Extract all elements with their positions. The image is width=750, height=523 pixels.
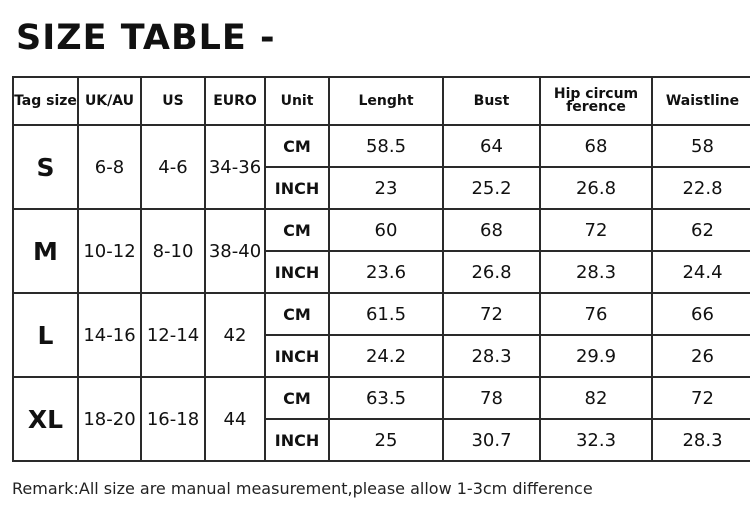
waist-cell: 26 <box>652 335 750 377</box>
waist-cell: 58 <box>652 125 750 167</box>
bust-cell: 28.3 <box>443 335 540 377</box>
header-hip <box>540 77 652 125</box>
euro-cell: 44 <box>205 377 265 461</box>
waist-cell: 24.4 <box>652 251 750 293</box>
length-cell: 63.5 <box>329 377 443 419</box>
bust-cell: 72 <box>443 293 540 335</box>
us-cell: 4-6 <box>141 125 205 209</box>
hip-cell: 28.3 <box>540 251 652 293</box>
tag-size-cell: S <box>13 125 78 209</box>
length-cell: 23.6 <box>329 251 443 293</box>
header-unit: Unit <box>265 77 329 125</box>
table-row <box>13 209 750 251</box>
euro-cell: 42 <box>205 293 265 377</box>
bust-cell: 64 <box>443 125 540 167</box>
bust-cell: 26.8 <box>443 251 540 293</box>
header-row <box>13 77 750 125</box>
waist-cell: 28.3 <box>652 419 750 461</box>
hip-cell: 68 <box>540 125 652 167</box>
table-row <box>13 377 750 419</box>
uk-au-cell: 18-20 <box>78 377 141 461</box>
header-length: Lenght <box>329 77 443 125</box>
unit-cell: CM <box>265 125 329 167</box>
length-cell: 24.2 <box>329 335 443 377</box>
header-tag-size: Tag size <box>13 77 78 125</box>
header-uk-au: UK/AU <box>78 77 141 125</box>
length-cell: 23 <box>329 167 443 209</box>
bust-cell: 25.2 <box>443 167 540 209</box>
hip-cell: 82 <box>540 377 652 419</box>
waist-cell: 22.8 <box>652 167 750 209</box>
waist-cell: 72 <box>652 377 750 419</box>
bust-cell: 30.7 <box>443 419 540 461</box>
unit-cell: CM <box>265 293 329 335</box>
euro-cell: 38-40 <box>205 209 265 293</box>
hip-cell: 76 <box>540 293 652 335</box>
hip-cell: 26.8 <box>540 167 652 209</box>
unit-cell: INCH <box>265 419 329 461</box>
euro-cell: 34-36 <box>205 125 265 209</box>
table-row <box>13 293 750 335</box>
uk-au-cell: 10-12 <box>78 209 141 293</box>
us-cell: 8-10 <box>141 209 205 293</box>
header-waistline: Waistline <box>652 77 750 125</box>
length-cell: 58.5 <box>329 125 443 167</box>
header-us: US <box>141 77 205 125</box>
us-cell: 16-18 <box>141 377 205 461</box>
waist-cell: 66 <box>652 293 750 335</box>
tag-size-cell: M <box>13 209 78 293</box>
page-title: SIZE TABLE - <box>16 18 276 58</box>
length-cell: 61.5 <box>329 293 443 335</box>
header-hip-line1: Hip circum <box>553 86 639 102</box>
unit-cell: CM <box>265 377 329 419</box>
remark-text: Remark:All size are manual measurement,please allow 1-3cm difference <box>12 479 593 498</box>
tag-size-cell: XL <box>13 377 78 461</box>
unit-cell: CM <box>265 209 329 251</box>
us-cell: 12-14 <box>141 293 205 377</box>
hip-cell: 29.9 <box>540 335 652 377</box>
header-bust: Bust <box>443 77 540 125</box>
size-table <box>12 76 750 462</box>
hip-cell: 32.3 <box>540 419 652 461</box>
tag-size-cell: L <box>13 293 78 377</box>
unit-cell: INCH <box>265 167 329 209</box>
waist-cell: 62 <box>652 209 750 251</box>
bust-cell: 68 <box>443 209 540 251</box>
unit-cell: INCH <box>265 335 329 377</box>
uk-au-cell: 14-16 <box>78 293 141 377</box>
header-euro: EURO <box>205 77 265 125</box>
hip-cell: 72 <box>540 209 652 251</box>
length-cell: 60 <box>329 209 443 251</box>
table-row <box>13 125 750 167</box>
header-hip-line2: ference <box>566 99 626 115</box>
bust-cell: 78 <box>443 377 540 419</box>
uk-au-cell: 6-8 <box>78 125 141 209</box>
unit-cell: INCH <box>265 251 329 293</box>
length-cell: 25 <box>329 419 443 461</box>
